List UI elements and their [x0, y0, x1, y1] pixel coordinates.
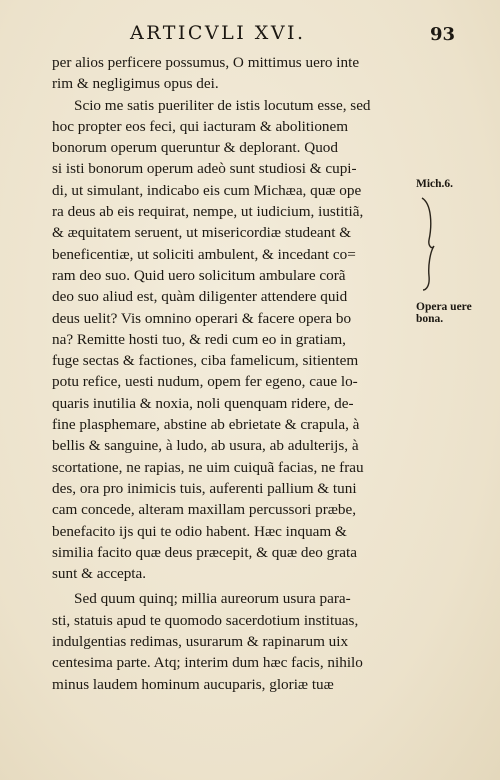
text-line: sti, statuis apud te quomodo sacerdotium instituas, — [52, 611, 359, 629]
text-line: di, ut simulant, indicabo eis cum Michæa, quæ ope — [52, 181, 362, 199]
text-line: sunt & accepta. — [52, 565, 147, 583]
text-line: centesima parte. Atq; interim dum hæc facis, nihilo — [52, 654, 363, 672]
text-line: na? Remitte hosti tuo, & redi cum eo in gratiam, — [52, 330, 346, 348]
body-text — [52, 52, 414, 695]
page-number: 93 — [430, 24, 456, 45]
text-line: beneficentiæ, ut soliciti ambulent, & incedant co= — [52, 245, 356, 263]
text-line: potu refice, uesti nudum, opem fer egeno, caue lo- — [52, 373, 358, 391]
text-line: fine plasphemare, abstine ab ebrietate & crapula, à — [52, 416, 360, 434]
text-line: bellis & sanguine, à ludo, ab usura, ab adulterijs, à — [52, 437, 359, 455]
text-line: des, ora pro inimicis tuis, auferenti pallium & tuni — [52, 479, 357, 497]
text-line: cam concede, alteram maxillam percussori præbe, — [52, 501, 357, 519]
text-line: minus laudem hominum aucuparis, gloriæ tuæ — [52, 675, 334, 693]
text-line: quaris inutilia & noxia, noli quenquam ridere, de- — [52, 394, 354, 412]
text-line: si isti bonorum operum adeò sunt studiosi & cupi- — [52, 160, 357, 178]
text-line: similia facito quæ deus præcepit, & quæ deo grata — [52, 543, 357, 561]
text-line: ram deo suo. Quid uero solicitum ambulare corã — [52, 266, 346, 284]
text-line: deus uelit? Vis omnino operari & facere opera bo — [52, 309, 352, 327]
curly-brace-mark — [420, 196, 436, 292]
text-line: per alios perficere possumus, O mittimus uero inte — [52, 54, 360, 71]
text-line: benefacito ijs qui te odio habent. Hæc inquam & — [52, 522, 347, 540]
text-line: & æquitatem seruent, ut misericordiæ studeant & — [52, 224, 352, 242]
text-line: scortatione, ne rapias, ne uim cuiquã facias, ne frau — [52, 458, 364, 476]
text-line: bonorum operum queruntur & deplorant. Quod — [52, 139, 338, 157]
margin-note-opera-line1: Opera uere — [416, 301, 472, 313]
margin-note-opera — [416, 301, 472, 325]
text-line: deo suo aliud est, quàm diligenter attendere quid — [52, 288, 348, 306]
text-line: ra deus ab eis requirat, nempe, ut iudicium, iustitiã, — [52, 203, 364, 221]
text-line: hoc propter eos feci, qui iacturam & abolitionem — [52, 117, 349, 135]
text-line: Scio me satis pueriliter de istis locutum esse, sed — [74, 96, 371, 114]
text-line: rim & negligimus opus dei. — [52, 75, 219, 93]
running-title: ARTICVLI XVI. — [130, 22, 306, 44]
margin-note-opera-line2: bona. — [416, 313, 444, 325]
text-line: indulgentias redimas, usurarum & rapinarum uix — [52, 633, 349, 651]
margin-note-michaea: Mich.6. — [416, 178, 454, 190]
text-line: fuge sectas & factiones, ciba famelicum, sitientem — [52, 352, 359, 370]
text-line: Sed quum quinq; millia aureorum usura para- — [74, 590, 351, 608]
